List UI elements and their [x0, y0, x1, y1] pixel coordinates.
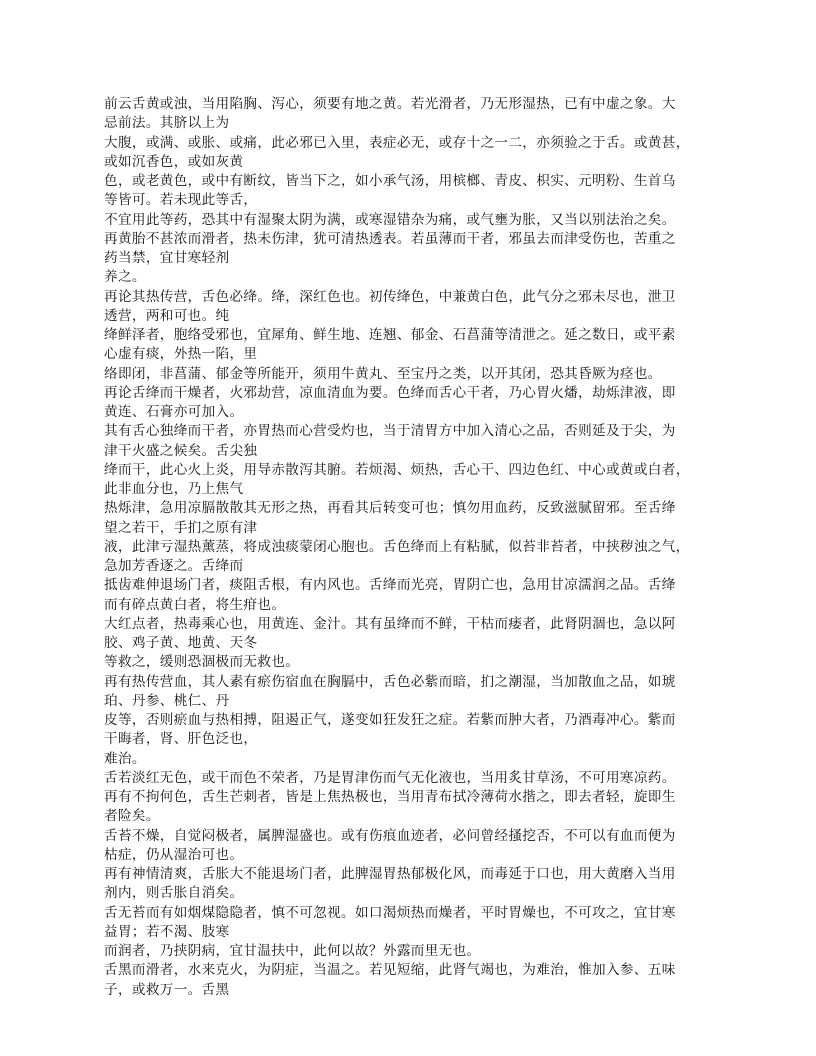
document-page — [104, 95, 728, 1000]
text-line: 者险矣。 — [104, 808, 160, 825]
text-line: 绛鲜泽者，胞络受邪也，宜犀角、鲜生地、连翘、郁金、石菖蒲等清泄之。延之数日，或平素 — [104, 327, 676, 343]
text-line: 珀、丹参、桃仁、丹 — [104, 692, 230, 709]
text-line: 养之。 — [104, 269, 146, 286]
text-line: 望之若干，手扪之原有津 — [104, 519, 258, 536]
text-line: 不宜用此等药，恐其中有湿聚太阴为满，或寒湿错杂为痛，或气壅为胀，又当以别法治之矣。 — [104, 211, 676, 228]
text-line: 胶、鸡子黄、地黄、天冬 — [104, 635, 258, 651]
text-line: 热烁津，急用凉膈散散其无形之热，再看其后转变可也；慎勿用血药，反致滋腻留邪。至舌绛 — [104, 500, 676, 517]
text-line: 而润者，乃挟阴病，宜甘温扶中，此何以故？外露而里无也。 — [104, 943, 481, 959]
text-line: 前云舌黄或浊，当用陷胸、泻心，须要有地之黄。若光滑者，乃无形湿热，已有中虚之象。大 — [104, 96, 676, 112]
text-line: 再论其热传营，舌色必绛。绛，深红色也。初传绛色，中兼黄白色，此气分之邪未尽也，泄卫 — [104, 288, 676, 305]
text-line: 大腹，或满、或胀、或痛，此必邪已入里，表症必无，或存十之一二，亦须验之于舌。或黄甚， — [104, 134, 690, 151]
text-line: 忌前法。其脐以上为 — [104, 115, 230, 132]
text-line: 或如沉香色，或如灰黄 — [104, 153, 244, 170]
text-line: 抵齿难伸退场门者，痰阻舌根，有内风也。舌绛而光亮，胃阴亡也，急用甘凉濡润之品。舌绛 — [104, 577, 676, 594]
text-line: 再有神情清爽，舌胀大不能退场门者，此脾湿胃热郁极化风，而毒延于口也，用大黄磨入当用 — [104, 866, 676, 882]
text-line: 其有舌心独绛而干者，亦胃热而心营受灼也，当于清胃方中加入清心之品，否则延及于尖，为 — [104, 423, 676, 440]
text-line: 舌苔不燥，自觉闷极者，属脾湿盛也。或有伤痕血迹者，必问曾经搔挖否，不可以有血而便为 — [104, 827, 676, 844]
text-line: 透营，两和可也。纯 — [104, 307, 230, 324]
text-line: 枯症，仍从湿治可也。 — [104, 846, 244, 863]
text-line: 再有热传营血，其人素有瘀伤宿血在胸膈中，舌色必紫而暗，扪之潮湿，当加散血之品，如琥 — [104, 673, 676, 690]
text-line: 色，或老黄色，或中有断纹，皆当下之，如小承气汤，用槟榔、青皮、枳实、元明粉、生首乌 — [104, 173, 676, 189]
text-line: 等救之，缓则恐涸极而无救也。 — [104, 654, 300, 671]
text-line: 液，此津亏湿热薰蒸，将成浊痰蒙闭心胞也。舌色绛而上有粘腻，似苔非苔者，中挟秽浊之气， — [104, 538, 690, 555]
text-line: 等皆可。若未现此等舌， — [104, 192, 258, 209]
text-line: 急加芳香逐之。舌绛而 — [104, 558, 244, 574]
text-line: 黄连、石膏亦可加入。 — [104, 404, 244, 420]
text-line: 络即闭，非菖蒲、郁金等所能开，须用牛黄丸、至宝丹之类，以开其闭，恐其昏厥为痉也。 — [104, 365, 662, 382]
text-line: 舌无苔而有如烟煤隐隐者，慎不可忽视。如口渴烦热而燥者，平时胃燥也，不可攻之，宜甘寒 — [104, 904, 676, 921]
text-line: 此非血分也，乃上焦气 — [104, 481, 244, 497]
text-line: 皮等，否则瘀血与热相搏，阻遏正气，遂变如狂发狂之症。若紫而肿大者，乃酒毒冲心。紫而 — [104, 712, 676, 728]
text-line: 再有不拘何色，舌生芒刺者，皆是上焦热极也，当用青布拭冷薄荷水揩之，即去者轻，旋即生 — [104, 789, 676, 805]
text-line: 津干火盛之候矣。舌尖独 — [104, 442, 258, 459]
text-line: 绛而干，此心火上炎，用导赤散泻其腑。若烦渴、烦热，舌心干、四边色红、中心或黄或白者， — [104, 461, 690, 478]
text-line: 干晦者，肾、肝色泛也， — [104, 731, 258, 748]
text-line: 再黄胎不甚浓而滑者，热未伤津，犹可清热透表。若虽薄而干者，邪虽去而津受伤也，苦重之 — [104, 230, 676, 247]
text-line: 难治。 — [104, 750, 146, 767]
text-line: 舌若淡红无色，或干而色不荣者，乃是胃津伤而气无化液也，当用炙甘草汤，不可用寒凉药。 — [104, 769, 676, 786]
text-line: 药当禁，宜甘寒轻剂 — [104, 250, 230, 266]
text-line: 大红点者，热毒乘心也，用黄连、金汁。其有虽绛而不鲜，干枯而痿者，此肾阴涸也，急以阿 — [104, 615, 676, 632]
text-line: 舌黑而滑者，水来克火，为阴症，当温之。若见短缩，此肾气竭也，为难治，惟加入参、五味 — [104, 962, 676, 979]
text-line: 益胃；若不渴、肢寒 — [104, 923, 230, 940]
text-line: 而有碎点黄白者，将生疳也。 — [104, 596, 286, 613]
text-line: 子，或救万一。舌黑 — [104, 981, 230, 998]
text-line: 剂内，则舌胀自消矣。 — [104, 885, 244, 902]
text-line: 心虚有痰，外热一陷，里 — [104, 346, 258, 363]
text-line: 再论舌绛而干燥者，火邪劫营，凉血清血为要。色绛而舌心干者，乃心胃火燔，劫烁津液，即 — [104, 384, 676, 401]
